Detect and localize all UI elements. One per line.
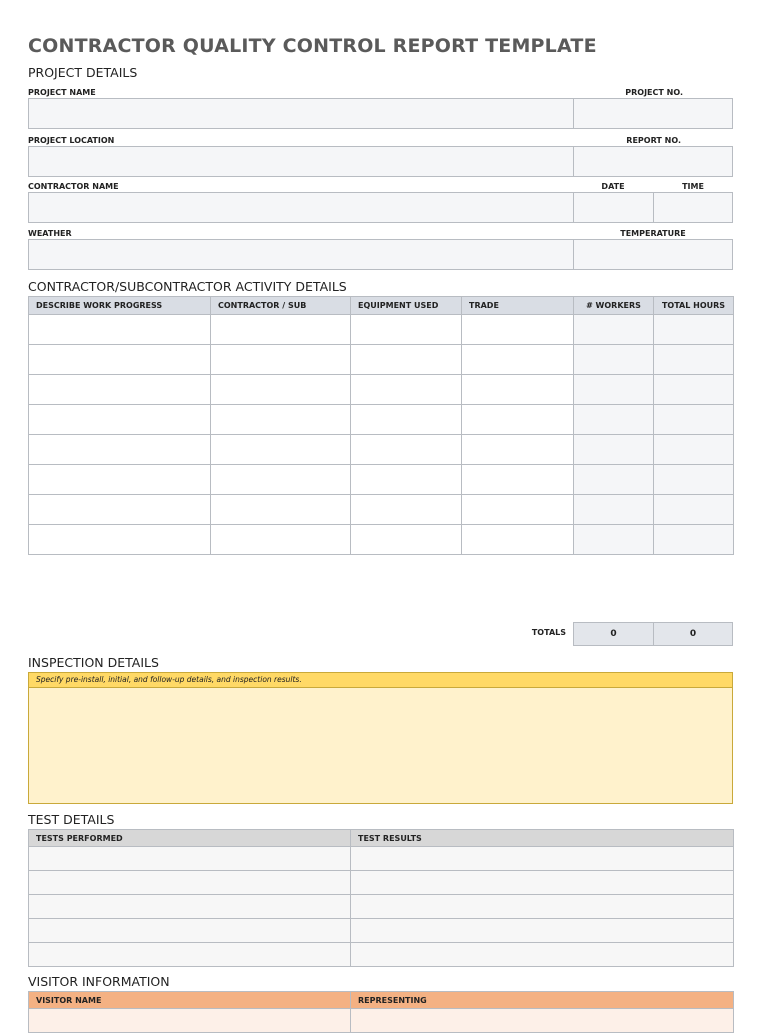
table-cell[interactable] [29, 315, 211, 345]
table-cell[interactable] [351, 465, 462, 495]
temperature-label: TEMPERATURE [620, 229, 686, 238]
table-cell[interactable] [29, 847, 351, 871]
activity-heading: CONTRACTOR/SUBCONTRACTOR ACTIVITY DETAILS [28, 279, 347, 294]
table-row [29, 1009, 734, 1033]
table-cell[interactable] [29, 895, 351, 919]
test-details-heading: TEST DETAILS [28, 812, 115, 827]
col-test-results: TEST RESULTS [351, 830, 734, 847]
table-cell[interactable] [351, 847, 734, 871]
table-cell[interactable] [29, 465, 211, 495]
visitor-header-row [29, 992, 734, 1009]
table-cell[interactable] [654, 465, 734, 495]
weather-field[interactable] [28, 239, 574, 270]
table-cell[interactable] [574, 465, 654, 495]
table-cell[interactable] [574, 405, 654, 435]
project-name-field[interactable] [28, 98, 574, 129]
table-cell[interactable] [29, 943, 351, 967]
table-cell[interactable] [462, 525, 574, 555]
col-workers: # WORKERS [574, 297, 654, 315]
table-cell[interactable] [29, 495, 211, 525]
date-label: DATE [601, 182, 625, 191]
table-cell[interactable] [462, 495, 574, 525]
table-cell[interactable] [29, 525, 211, 555]
table-row [29, 375, 734, 405]
table-row [29, 943, 734, 967]
table-cell[interactable] [211, 315, 351, 345]
report-no-label: REPORT NO. [626, 136, 681, 145]
temperature-field[interactable] [573, 239, 733, 270]
table-cell[interactable] [574, 375, 654, 405]
table-cell[interactable] [211, 435, 351, 465]
table-cell[interactable] [462, 345, 574, 375]
test-header-row [29, 830, 734, 847]
table-row [29, 525, 734, 555]
table-cell[interactable] [29, 435, 211, 465]
table-cell[interactable] [29, 345, 211, 375]
col-trade: TRADE [462, 297, 574, 315]
table-row [29, 847, 734, 871]
table-cell[interactable] [462, 435, 574, 465]
table-row [29, 345, 734, 375]
table-cell[interactable] [574, 525, 654, 555]
table-cell[interactable] [29, 1009, 351, 1033]
table-cell[interactable] [29, 919, 351, 943]
table-cell[interactable] [211, 345, 351, 375]
table-cell[interactable] [351, 405, 462, 435]
col-total-hours: TOTAL HOURS [654, 297, 734, 315]
table-cell[interactable] [29, 375, 211, 405]
project-location-field[interactable] [28, 146, 574, 177]
weather-label: WEATHER [28, 229, 72, 238]
contractor-name-label: CONTRACTOR NAME [28, 182, 119, 191]
inspection-instruction: Specify pre-install, initial, and follow-up details, and inspection results. [28, 672, 733, 688]
table-cell[interactable] [211, 375, 351, 405]
table-cell[interactable] [351, 495, 462, 525]
table-row [29, 315, 734, 345]
table-cell[interactable] [351, 1009, 734, 1033]
project-details-heading: PROJECT DETAILS [28, 65, 138, 80]
activity-header-row [29, 297, 734, 315]
table-cell[interactable] [654, 495, 734, 525]
test-table [28, 829, 734, 967]
table-cell[interactable] [654, 345, 734, 375]
total-hours-value: 0 [653, 622, 733, 646]
project-location-label: PROJECT LOCATION [28, 136, 115, 145]
time-label: TIME [682, 182, 704, 191]
table-cell[interactable] [654, 405, 734, 435]
date-field[interactable] [573, 192, 654, 223]
inspection-heading: INSPECTION DETAILS [28, 655, 159, 670]
table-cell[interactable] [574, 345, 654, 375]
col-tests-performed: TESTS PERFORMED [29, 830, 351, 847]
table-cell[interactable] [351, 435, 462, 465]
table-cell[interactable] [574, 435, 654, 465]
table-row [29, 405, 734, 435]
col-visitor-name: VISITOR NAME [29, 992, 351, 1009]
table-cell[interactable] [574, 495, 654, 525]
project-no-label: PROJECT NO. [625, 88, 683, 97]
table-cell[interactable] [351, 895, 734, 919]
table-cell[interactable] [351, 375, 462, 405]
col-representing: REPRESENTING [351, 992, 734, 1009]
table-row [29, 495, 734, 525]
table-cell[interactable] [654, 525, 734, 555]
table-cell[interactable] [211, 525, 351, 555]
table-row [29, 871, 734, 895]
inspection-details-field[interactable] [28, 688, 733, 804]
total-workers-value: 0 [573, 622, 654, 646]
table-cell[interactable] [211, 405, 351, 435]
contractor-name-field[interactable] [28, 192, 574, 223]
table-row [29, 435, 734, 465]
project-no-field[interactable] [573, 98, 733, 129]
table-cell[interactable] [351, 919, 734, 943]
table-cell[interactable] [351, 943, 734, 967]
table-cell[interactable] [351, 525, 462, 555]
table-cell[interactable] [654, 435, 734, 465]
table-cell[interactable] [654, 315, 734, 345]
table-cell[interactable] [29, 871, 351, 895]
table-cell[interactable] [574, 315, 654, 345]
totals-label: TOTALS [531, 628, 566, 637]
table-cell[interactable] [351, 345, 462, 375]
activity-table [28, 296, 734, 555]
visitor-table [28, 991, 734, 1033]
col-equipment-used: EQUIPMENT USED [351, 297, 462, 315]
table-cell[interactable] [351, 871, 734, 895]
project-name-label: PROJECT NAME [28, 88, 96, 97]
table-cell[interactable] [462, 465, 574, 495]
table-cell[interactable] [654, 375, 734, 405]
report-no-field[interactable] [573, 146, 733, 177]
page-title: CONTRACTOR QUALITY CONTROL REPORT TEMPLATE [28, 35, 597, 57]
table-row [29, 919, 734, 943]
table-row [29, 895, 734, 919]
table-row [29, 465, 734, 495]
table-cell[interactable] [211, 495, 351, 525]
col-work-progress: DESCRIBE WORK PROGRESS [29, 297, 211, 315]
visitor-info-heading: VISITOR INFORMATION [28, 974, 170, 989]
table-cell[interactable] [29, 405, 211, 435]
col-contractor-sub: CONTRACTOR / SUB [211, 297, 351, 315]
table-cell[interactable] [351, 315, 462, 345]
time-field[interactable] [653, 192, 733, 223]
table-cell[interactable] [211, 465, 351, 495]
table-cell[interactable] [462, 375, 574, 405]
table-cell[interactable] [462, 405, 574, 435]
table-cell[interactable] [462, 315, 574, 345]
